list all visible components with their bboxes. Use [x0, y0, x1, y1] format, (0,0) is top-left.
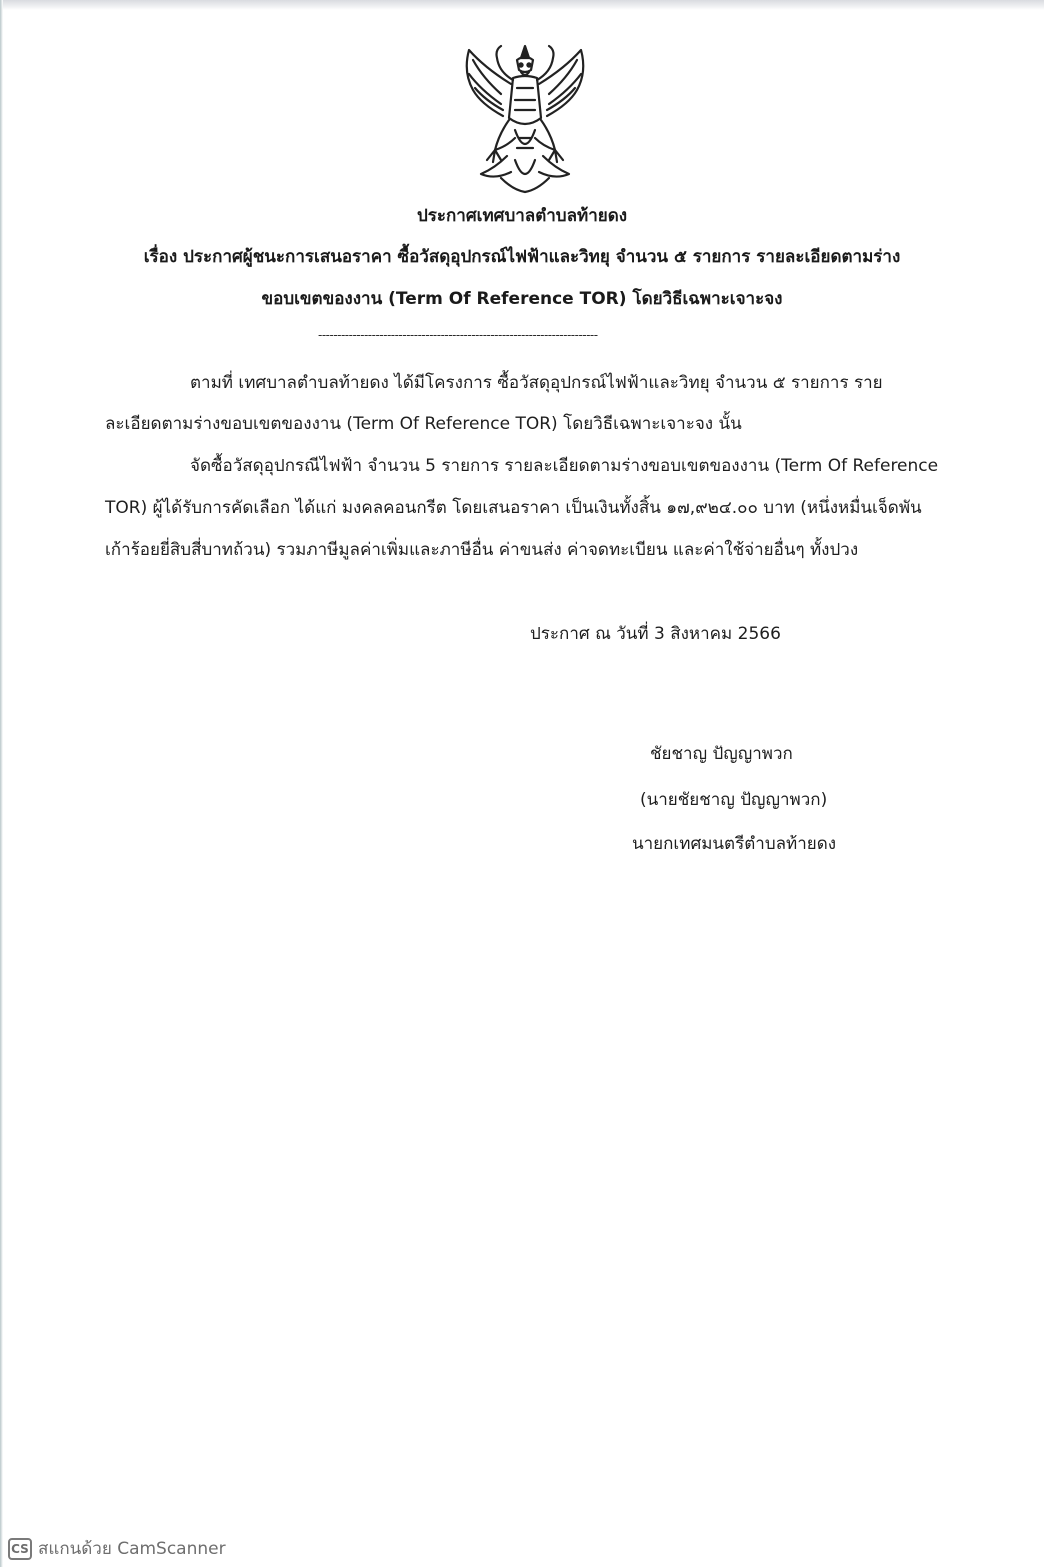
document-title: ประกาศเทศบาลตำบลท้ายดง	[416, 206, 628, 226]
paragraph-1-line-2: ละเอียดตามร่างขอบเขตของงาน (Term Of Reference TOR) โดยวิธีเฉพาะเจาะจง นั้น	[105, 414, 742, 434]
signature-name: ชัยชาญ ปัญญาพวก	[650, 744, 793, 764]
subject-line-1: เรื่อง ประกาศผู้ชนะการเสนอราคา ซื้อวัสดุอุปกรณ์ไฟฟ้าและวิทยุ จำนวน ๕ รายการ รายละเอียดตามร่าง	[143, 247, 901, 267]
paragraph-2-line-3: เก้าร้อยยี่สิบสี่บาทถ้วน) รวมภาษีมูลค่าเพิ่มและภาษีอื่น ค่าขนส่ง ค่าจดทะเบียน และค่าใช้จ่ายอื่นๆ ทั้งปวง	[105, 540, 859, 560]
camscanner-logo-icon: CS	[8, 1538, 32, 1560]
paragraph-2-line-2: TOR) ผู้ได้รับการคัดเลือก ได้แก่ มงคลคอนกรีต โดยเสนอราคา เป็นเงินทั้งสิ้น ๑๗,๙๒๔.๐๐ บาท (หนึ่งหมื่นเจ็ดพัน	[105, 498, 922, 518]
scan-edge-left	[0, 0, 3, 1567]
separator-line: -------------------------------------------------------------------------	[318, 328, 598, 342]
garuda-emblem-icon	[455, 38, 595, 198]
paragraph-2-line-1: จัดซื้อวัสดุอุปกรณีไฟฟ้า จำนวน 5 รายการ รายละเอียดตามร่างขอบเขตของงาน (Term Of Reference	[190, 456, 939, 476]
signature-full-name: (นายชัยชาญ ปัญญาพวก)	[640, 790, 828, 810]
camscanner-text: สแกนด้วย CamScanner	[38, 1539, 226, 1559]
subject-line-2: ขอบเขตของงาน (Term Of Reference TOR) โดยวิธีเฉพาะเจาะจง	[261, 289, 783, 309]
scan-edge	[0, 0, 1044, 10]
announcement-date: ประกาศ ณ วันที่ 3 สิงหาคม 2566	[530, 624, 781, 644]
signature-title: นายกเทศมนตรีตำบลท้ายดง	[632, 834, 837, 854]
camscanner-watermark	[8, 1535, 226, 1562]
paragraph-1-line-1: ตามที่ เทศบาลตำบลท้ายดง ได้มีโครงการ ซื้อวัสดุอุปกรณ์ไฟฟ้าและวิทยุ จำนวน ๕ รายการ ราย	[190, 373, 883, 393]
